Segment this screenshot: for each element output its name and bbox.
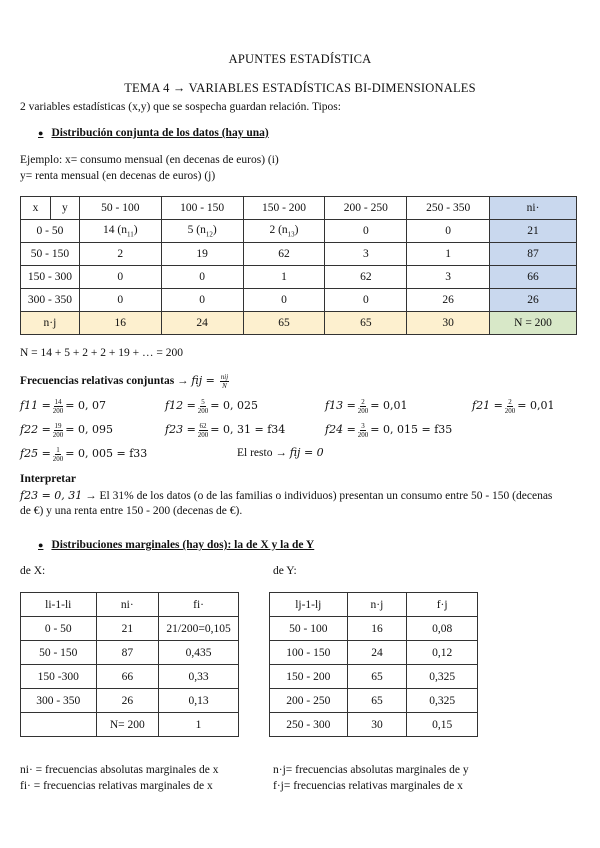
fraction-denominator: 200 xyxy=(197,431,209,439)
freq-fraction xyxy=(505,398,516,415)
freq-rhs: = 0, 31 = f34 xyxy=(210,423,286,437)
table-cell xyxy=(325,289,407,312)
table-cell: 21 xyxy=(96,617,159,641)
cell-value: 0 xyxy=(362,225,369,237)
table-header-row xyxy=(270,593,478,617)
ni-cell: 26 xyxy=(490,289,577,312)
note-x-relative: fi· = frecuencias relativas marginales de x xyxy=(20,780,213,792)
corner-y: y xyxy=(50,197,79,220)
table-row xyxy=(21,243,577,266)
column-header: 50 - 100 xyxy=(79,197,161,220)
cell-paren: ) xyxy=(294,223,299,236)
fraction-numerator: 62 xyxy=(199,422,207,430)
freq-lhs: f23 = xyxy=(165,423,196,437)
fraction-denominator: N xyxy=(222,382,227,390)
row-label: 0 - 50 xyxy=(21,220,80,243)
freq-heading-fraction xyxy=(220,373,229,390)
cell-value: 19 xyxy=(196,248,208,260)
table-cell: 0,325 xyxy=(407,689,478,713)
fraction-numerator: 2 xyxy=(361,398,365,406)
freq-heading xyxy=(20,373,231,390)
fraction-denominator: 200 xyxy=(52,407,64,415)
note-y-relative: f·j= frecuencias relativas marginales de x xyxy=(273,780,463,792)
cell-value: 1 xyxy=(445,248,452,260)
freq-fraction xyxy=(53,398,64,415)
table-cell: 0,15 xyxy=(407,713,478,737)
cell-subscript: 11 xyxy=(126,230,134,239)
cell-value: 14 (n xyxy=(103,223,127,236)
column-header: ni· xyxy=(96,593,159,617)
table-row xyxy=(21,713,239,737)
cell-value: 62 xyxy=(360,271,372,283)
table-cell: 0 - 50 xyxy=(21,617,97,641)
table-cell xyxy=(79,289,161,312)
cell-value: 1 xyxy=(281,271,287,283)
table-cell xyxy=(161,266,243,289)
table-cell: 0,08 xyxy=(407,617,478,641)
freq-lhs: f24 = xyxy=(325,423,356,437)
table-cell xyxy=(325,266,407,289)
page-subtitle: TEMA 4 → VARIABLES ESTADÍSTICAS BI-DIMENSIONALES xyxy=(124,81,476,95)
note-x-absolute: ni· = frecuencias absolutas marginales de x xyxy=(20,764,219,776)
table-row xyxy=(21,289,577,312)
table-cell: 250 - 300 xyxy=(270,713,348,737)
cell-value: 3 xyxy=(362,248,369,260)
cell-value: 0 xyxy=(199,294,206,306)
nj-cell: 65 xyxy=(243,312,325,335)
interpret-text1: → El 31% de los datos (o de las familias o individuos) presentan un consumo entre 50 - 150 (decenas xyxy=(82,490,553,502)
table-cell xyxy=(79,220,161,243)
column-header: 150 - 200 xyxy=(243,197,325,220)
fraction-denominator: 200 xyxy=(52,431,64,439)
table-cell: 66 xyxy=(96,665,159,689)
nj-label: n·j xyxy=(21,312,80,335)
interpret-heading: Interpretar xyxy=(20,473,76,485)
freq-rhs: = 0, 015 = f35 xyxy=(370,423,453,437)
marginal-y-table xyxy=(269,592,478,737)
total-cell: N = 200 xyxy=(490,312,577,335)
table-cell: 300 - 350 xyxy=(21,689,97,713)
table-cell: 50 - 150 xyxy=(21,641,97,665)
joint-distribution-table xyxy=(20,196,577,335)
table-cell: 0,33 xyxy=(159,665,239,689)
cell-value: 0 xyxy=(199,271,206,283)
table-cell xyxy=(243,289,325,312)
cell-value: 3 xyxy=(445,271,452,283)
cell-value: 0 xyxy=(117,271,124,283)
freq-item xyxy=(165,422,285,439)
nj-row xyxy=(21,312,577,335)
freq-fraction xyxy=(358,398,369,415)
table-cell: 0,325 xyxy=(407,665,478,689)
note-y-absolute: n·j= frecuencias absolutas marginales de y xyxy=(273,764,469,776)
column-header: 200 - 250 xyxy=(325,197,407,220)
table-cell: 0,13 xyxy=(159,689,239,713)
fraction-denominator: 200 xyxy=(357,431,369,439)
fraction-numerator: 5 xyxy=(201,398,205,406)
freq-fraction xyxy=(358,422,369,439)
freq-lhs: f11 = xyxy=(20,399,51,413)
cell-value: 0 xyxy=(445,225,452,237)
ni-cell: 87 xyxy=(490,243,577,266)
fraction-numerator: nij xyxy=(220,373,229,381)
table-cell xyxy=(21,713,97,737)
rest-math: fij = 0 xyxy=(289,446,324,459)
fraction-denominator: 200 xyxy=(197,407,209,415)
freq-heading-math: fij = xyxy=(191,374,215,388)
fraction-numerator: 19 xyxy=(54,422,62,430)
table-row xyxy=(21,220,577,243)
table-cell: 0,435 xyxy=(159,641,239,665)
table-cell xyxy=(161,243,243,266)
cell-value: 26 xyxy=(442,294,454,306)
column-header: 100 - 150 xyxy=(161,197,243,220)
table-row xyxy=(270,665,478,689)
table-row xyxy=(21,689,239,713)
table-cell: 65 xyxy=(347,689,407,713)
cell-value: 2 xyxy=(117,248,124,260)
intro-text: 2 variables estadísticas (x,y) que se sospecha guardan relación. Tipos: xyxy=(20,101,341,113)
table-cell xyxy=(79,243,161,266)
table-cell xyxy=(325,220,407,243)
fraction-denominator: 200 xyxy=(504,407,516,415)
freq-rest xyxy=(237,446,324,459)
table-cell xyxy=(407,220,490,243)
table-cell xyxy=(243,220,325,243)
freq-item xyxy=(325,398,408,415)
table-cell: 21/200=0,105 xyxy=(159,617,239,641)
freq-lhs: f21 = xyxy=(472,399,503,413)
table-cell: 150 - 200 xyxy=(270,665,348,689)
freq-item xyxy=(165,398,258,415)
rest-text: El resto → xyxy=(237,447,287,459)
table-cell xyxy=(407,289,490,312)
row-label: 50 - 150 xyxy=(21,243,80,266)
column-header: lj-1-lj xyxy=(270,593,348,617)
interpret-line2: de €) y una renta entre 150 - 200 (decenas de €). xyxy=(20,505,243,517)
table-row xyxy=(21,641,239,665)
freq-rhs: = 0, 095 xyxy=(65,423,113,437)
cell-value: 2 (n xyxy=(269,223,288,236)
table-cell xyxy=(407,243,490,266)
fraction-numerator: 3 xyxy=(361,422,365,430)
cell-value: 0 xyxy=(281,294,287,306)
table-row xyxy=(270,689,478,713)
freq-item xyxy=(20,446,147,463)
freq-rhs: = 0, 005 = f33 xyxy=(65,447,148,461)
cell-value: 62 xyxy=(278,248,290,260)
table-row xyxy=(21,665,239,689)
fraction-denominator: 200 xyxy=(52,455,64,463)
nj-cell: 65 xyxy=(325,312,407,335)
table-row xyxy=(270,713,478,737)
freq-item xyxy=(20,398,106,415)
de-x-label: de X: xyxy=(20,565,46,577)
freq-item xyxy=(325,422,452,439)
freq-item xyxy=(472,398,555,415)
table-cell: 1 xyxy=(159,713,239,737)
freq-lhs: f22 = xyxy=(20,423,51,437)
table-cell: 0,12 xyxy=(407,641,478,665)
section1-heading xyxy=(38,127,269,139)
table-cell: 30 xyxy=(347,713,407,737)
fraction-numerator: 14 xyxy=(54,398,62,406)
table-row xyxy=(270,617,478,641)
nj-cell: 24 xyxy=(161,312,243,335)
section2-heading xyxy=(38,539,314,551)
cell-paren: ) xyxy=(212,223,217,236)
example-x: Ejemplo: x= consumo mensual (en decenas de euros) (i) xyxy=(20,154,279,166)
table-cell xyxy=(325,243,407,266)
interpret-math: f23 = 0, 31 xyxy=(20,489,83,502)
table-header-row xyxy=(21,593,239,617)
ni-header: ni· xyxy=(490,197,577,220)
ni-cell: 21 xyxy=(490,220,577,243)
table-cell: 24 xyxy=(347,641,407,665)
column-header: f·j xyxy=(407,593,478,617)
table-row xyxy=(21,617,239,641)
fraction-denominator: 200 xyxy=(357,407,369,415)
de-y-label: de Y: xyxy=(273,565,297,577)
page-title: APUNTES ESTADÍSTICA xyxy=(228,52,372,66)
ni-cell: 66 xyxy=(490,266,577,289)
table-cell: 200 - 250 xyxy=(270,689,348,713)
column-header: n·j xyxy=(347,593,407,617)
section2-heading-text: Distribuciones marginales (hay dos): la de X y la de Y xyxy=(51,539,315,551)
table-cell xyxy=(161,220,243,243)
column-header: li-1-li xyxy=(21,593,97,617)
table-cell: N= 200 xyxy=(96,713,159,737)
table-cell xyxy=(243,243,325,266)
interpret-line1 xyxy=(20,489,552,502)
sum-line: N = 14 + 5 + 2 + 2 + 19 + … = 200 xyxy=(20,347,183,359)
freq-lhs: f25 = xyxy=(20,447,51,461)
column-header: 250 - 350 xyxy=(407,197,490,220)
column-header: fi· xyxy=(159,593,239,617)
fraction-numerator: 1 xyxy=(56,446,60,454)
cell-value: 0 xyxy=(117,294,124,306)
table-cell xyxy=(243,266,325,289)
freq-fraction xyxy=(198,398,209,415)
cell-subscript: 12 xyxy=(205,230,213,239)
bullet-icon: ● xyxy=(38,540,44,550)
table-cell: 50 - 100 xyxy=(270,617,348,641)
table-row xyxy=(21,266,577,289)
example-y: y= renta mensual (en decenas de euros) (j) xyxy=(20,170,216,182)
row-label: 150 - 300 xyxy=(21,266,80,289)
fraction-numerator: 2 xyxy=(508,398,512,406)
corner-x: x xyxy=(21,197,51,220)
section1-heading-text: Distribución conjunta de los datos (hay una) xyxy=(51,127,269,139)
table-row xyxy=(270,641,478,665)
freq-heading-text: Frecuencias relativas conjuntas → xyxy=(20,375,189,388)
nj-cell: 16 xyxy=(79,312,161,335)
freq-item xyxy=(20,422,113,439)
table-header-row xyxy=(21,197,577,220)
table-cell: 16 xyxy=(347,617,407,641)
freq-fraction xyxy=(53,422,64,439)
table-cell: 150 -300 xyxy=(21,665,97,689)
freq-rhs: = 0,01 xyxy=(370,399,408,413)
freq-lhs: f12 = xyxy=(165,399,196,413)
bullet-icon: ● xyxy=(38,128,44,138)
row-label: 300 - 350 xyxy=(21,289,80,312)
table-cell xyxy=(407,266,490,289)
cell-value: 5 (n xyxy=(187,223,206,236)
freq-rhs: = 0, 07 xyxy=(65,399,106,413)
table-cell: 87 xyxy=(96,641,159,665)
table-cell: 65 xyxy=(347,665,407,689)
table-cell: 26 xyxy=(96,689,159,713)
freq-fraction xyxy=(53,446,64,463)
freq-fraction xyxy=(198,422,209,439)
table-cell: 100 - 150 xyxy=(270,641,348,665)
freq-rhs: = 0, 025 xyxy=(210,399,258,413)
freq-rhs: = 0,01 xyxy=(517,399,555,413)
cell-value: 0 xyxy=(362,294,369,306)
cell-subscript: 13 xyxy=(287,230,295,239)
marginal-x-table xyxy=(20,592,239,737)
freq-lhs: f13 = xyxy=(325,399,356,413)
table-cell xyxy=(79,266,161,289)
table-cell xyxy=(161,289,243,312)
nj-cell: 30 xyxy=(407,312,490,335)
cell-paren: ) xyxy=(133,223,138,236)
